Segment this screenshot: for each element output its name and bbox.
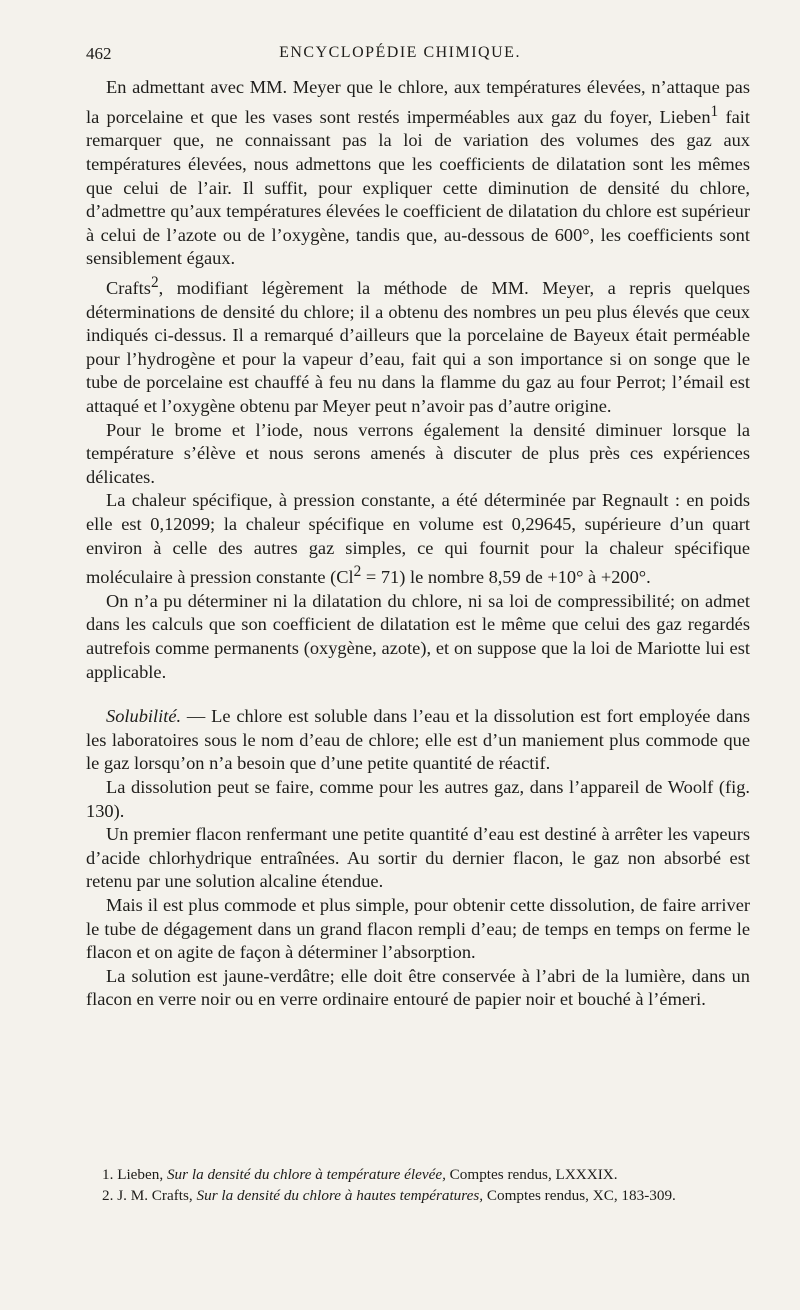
paragraph: Mais il est plus commode et plus simple, pour obtenir cette dissolution, de faire arriver le tube de dégagement dans un grand flacon rempli d’eau; de temps en temps on ferme le flacon et on agite de façon à déterminer l’absorption. — [86, 894, 750, 963]
paragraph: La chaleur spécifique, à pression constante, a été déterminée par Regnault : en poids elle est 0,12099; la chaleur spécifique en volume est 0,29645, supérieure d’un quart environ à celle des autres gaz simples, ce qui fournit pour la chaleur spécifique moléculaire à pression constante $(Cl^2 = 71)$ le nombre 8,59 de +10° à +200°. — [86, 490, 750, 588]
paragraph: La dissolution peut se faire, comme pour les autres gaz, dans l’appareil de Woolf (fig. 130). — [86, 777, 750, 821]
paragraph: La solution est jaune-verdâtre; elle doit être conservée à l’abri de la lumière, dans un flacon en verre noir ou en verre ordinaire entouré de papier noir et bouché à l’émeri. — [86, 965, 750, 1010]
running-title: ENCYCLOPÉDIE CHIMIQUE. — [279, 44, 521, 61]
footnote: 2. J. M. Crafts, Sur la densité du chlore à hautes températures, Comptes rendus, XC, 183-309. — [102, 1187, 676, 1204]
body-text — [86, 76, 750, 1012]
paragraph: On n’a pu déterminer ni la dilatation du chlore, ni sa loi de compressibilité; on admet dans les calculs que son coefficient de dilatation est le même que celui des gaz regardés autrefois comme permanents (oxygène, azote), et on suppose que la loi de Mariotte lui est applicable. — [86, 590, 750, 682]
superscript: 2 — [353, 563, 362, 581]
paragraph: Pour le brome et l’iode, nous verrons également la densité diminuer lorsque la température s’élève et nous serons amenés à discuter de plus près ces expériences délicates. — [86, 419, 750, 487]
footnotes — [86, 1164, 766, 1206]
paragraph: Crafts$^2$, modifiant légèrement la méthode de MM. Meyer, a repris quelques déterminations de densité du chlore; il a obtenu des nombres un peu plus élevés que ceux indiqués ci-dessus. Il a remarqué d’ailleurs que la porcelaine de Bayeux était perméable pour l’hydrogène et pour la vapeur d’eau, fait qui a son importance si on songe que le tube de porcelaine est chauffé à feu nu dans la flamme du gaz au four Perrot; l’émail est attaqué et l’oxygène obtenu par Meyer peut n’avoir pas d’autre origine. — [86, 273, 750, 416]
footnote: 1. Lieben, Sur la densité du chlore à température élevée, Comptes rendus, LXXXIX. — [102, 1166, 618, 1183]
footnote-ref[interactable]: 1 — [710, 102, 719, 120]
footnote-ref[interactable]: 2 — [150, 273, 159, 291]
page-number: 462 — [86, 44, 112, 63]
paragraph: Un premier flacon renfermant une petite quantité d’eau est destiné à arrêter les vapeurs d’acide chlorhydrique entraînées. Au sortir du dernier flacon, le gaz non absorbé est retenu par une solution alcaline étendue. — [86, 824, 750, 892]
solubility-paragraph: Solubilité. — Le chlore est soluble dans l’eau et la dissolution est fort employée dans les laboratoires sous le nom d’eau de chlore; elle est d’un maniement plus commode que le gaz lorsqu’on n’a besoin que d’une petite quantité de réactif. — [86, 706, 750, 774]
section-heading: Solubilité. — [106, 706, 182, 727]
paragraph: En admettant avec MM. Meyer que le chlore, aux températures élevées, n’attaque pas la porcelaine et que les vases sont restés imperméables aux gaz du foyer, Lieben$^1$ fait remarquer que, ne connaissant pas la loi de variation des volumes des gaz aux températures élevées, nous admettons que les coefficients de dilatation sont les mêmes que celui de l’air. Il suffit, pour expliquer cette diminution de densité du chlore, d’admettre qu’aux températures élevées le coefficient de dilatation du chlore est supérieur à celui de l’azote ou de l’oxygène, tandis que, au-dessous de 600°, les coefficients sont sensiblement égaux. — [86, 77, 750, 269]
